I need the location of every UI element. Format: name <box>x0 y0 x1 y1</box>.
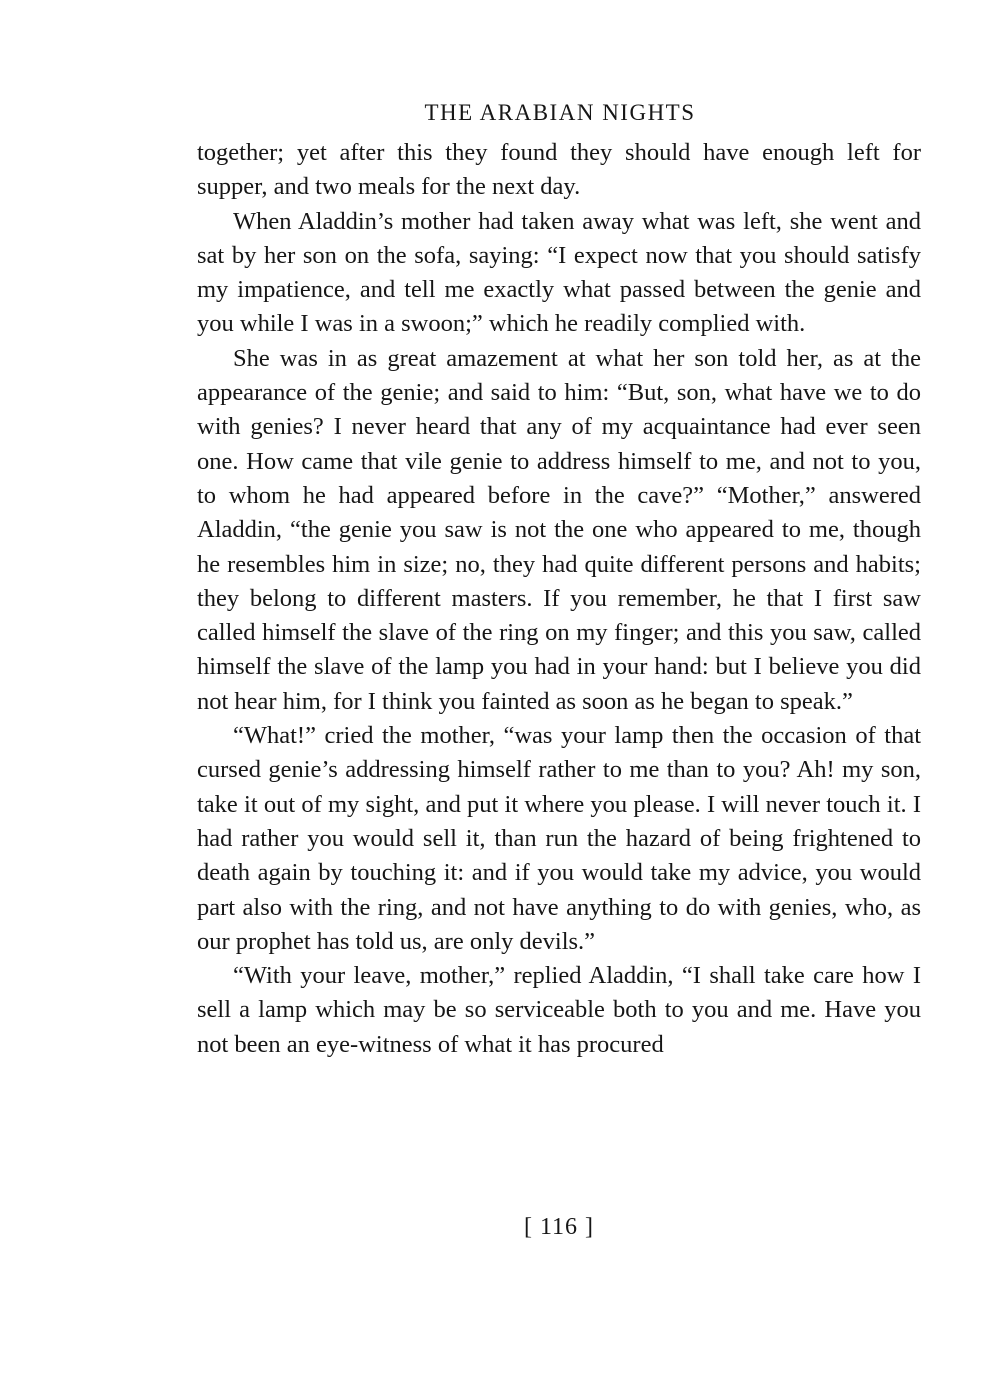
running-head: THE ARABIAN NIGHTS <box>424 100 696 125</box>
paragraph: When Aladdin’s mother had taken away what was left, she went and sat by her son on the sofa, saying: “I expect now that you should satisfy my impatience, and tell me exactly what passed between the genie and you while I was in a swoon;” which he readily complied with. <box>197 207 921 338</box>
paragraph: “With your leave, mother,” replied Aladdin, “I shall take care how I sell a lamp which may be so serviceable both to you and me. Have you not been an eye-witness of what it has procured <box>197 962 921 1058</box>
book-page <box>197 96 921 1062</box>
page-number: [ 116 ] <box>523 1214 595 1240</box>
paragraph: together; yet after this they found they should have enough left for supper, and two meals for the next day. <box>197 139 921 201</box>
paragraph: She was in as great amazement at what her son told her, as at the appearance of the genie; and said to him: “But, son, what have we to do with genies? I never heard that any of my acquaintance had ever seen one. How came that vile genie to address himself to me, and not to you, to whom he had appeared before in the cave?” “Mother,” answered Aladdin, “the genie you saw is not the one who appeared to me, though he resembles him in size; no, they had quite different persons and habits; they belong to different masters. If you remember, he that I first saw called himself the slave of the ring on my finger; and this you saw, called himself the slave of the lamp you had in your hand: but I believe you did not hear him, for I think you fainted as soon as he began to speak.” <box>197 344 921 715</box>
body-text <box>197 136 921 1062</box>
paragraph: “What!” cried the mother, “was your lamp then the occasion of that cursed genie’s addressing himself rather to me than to you? Ah! my son, take it out of my sight, and put it where you please. I will never touch it. I had rather you would sell it, than run the hazard of being frightened to death again by touching it: and if you would take my advice, you would part also with the ring, and not have anything to do with genies, who, as our prophet has told us, are only devils.” <box>197 722 921 955</box>
